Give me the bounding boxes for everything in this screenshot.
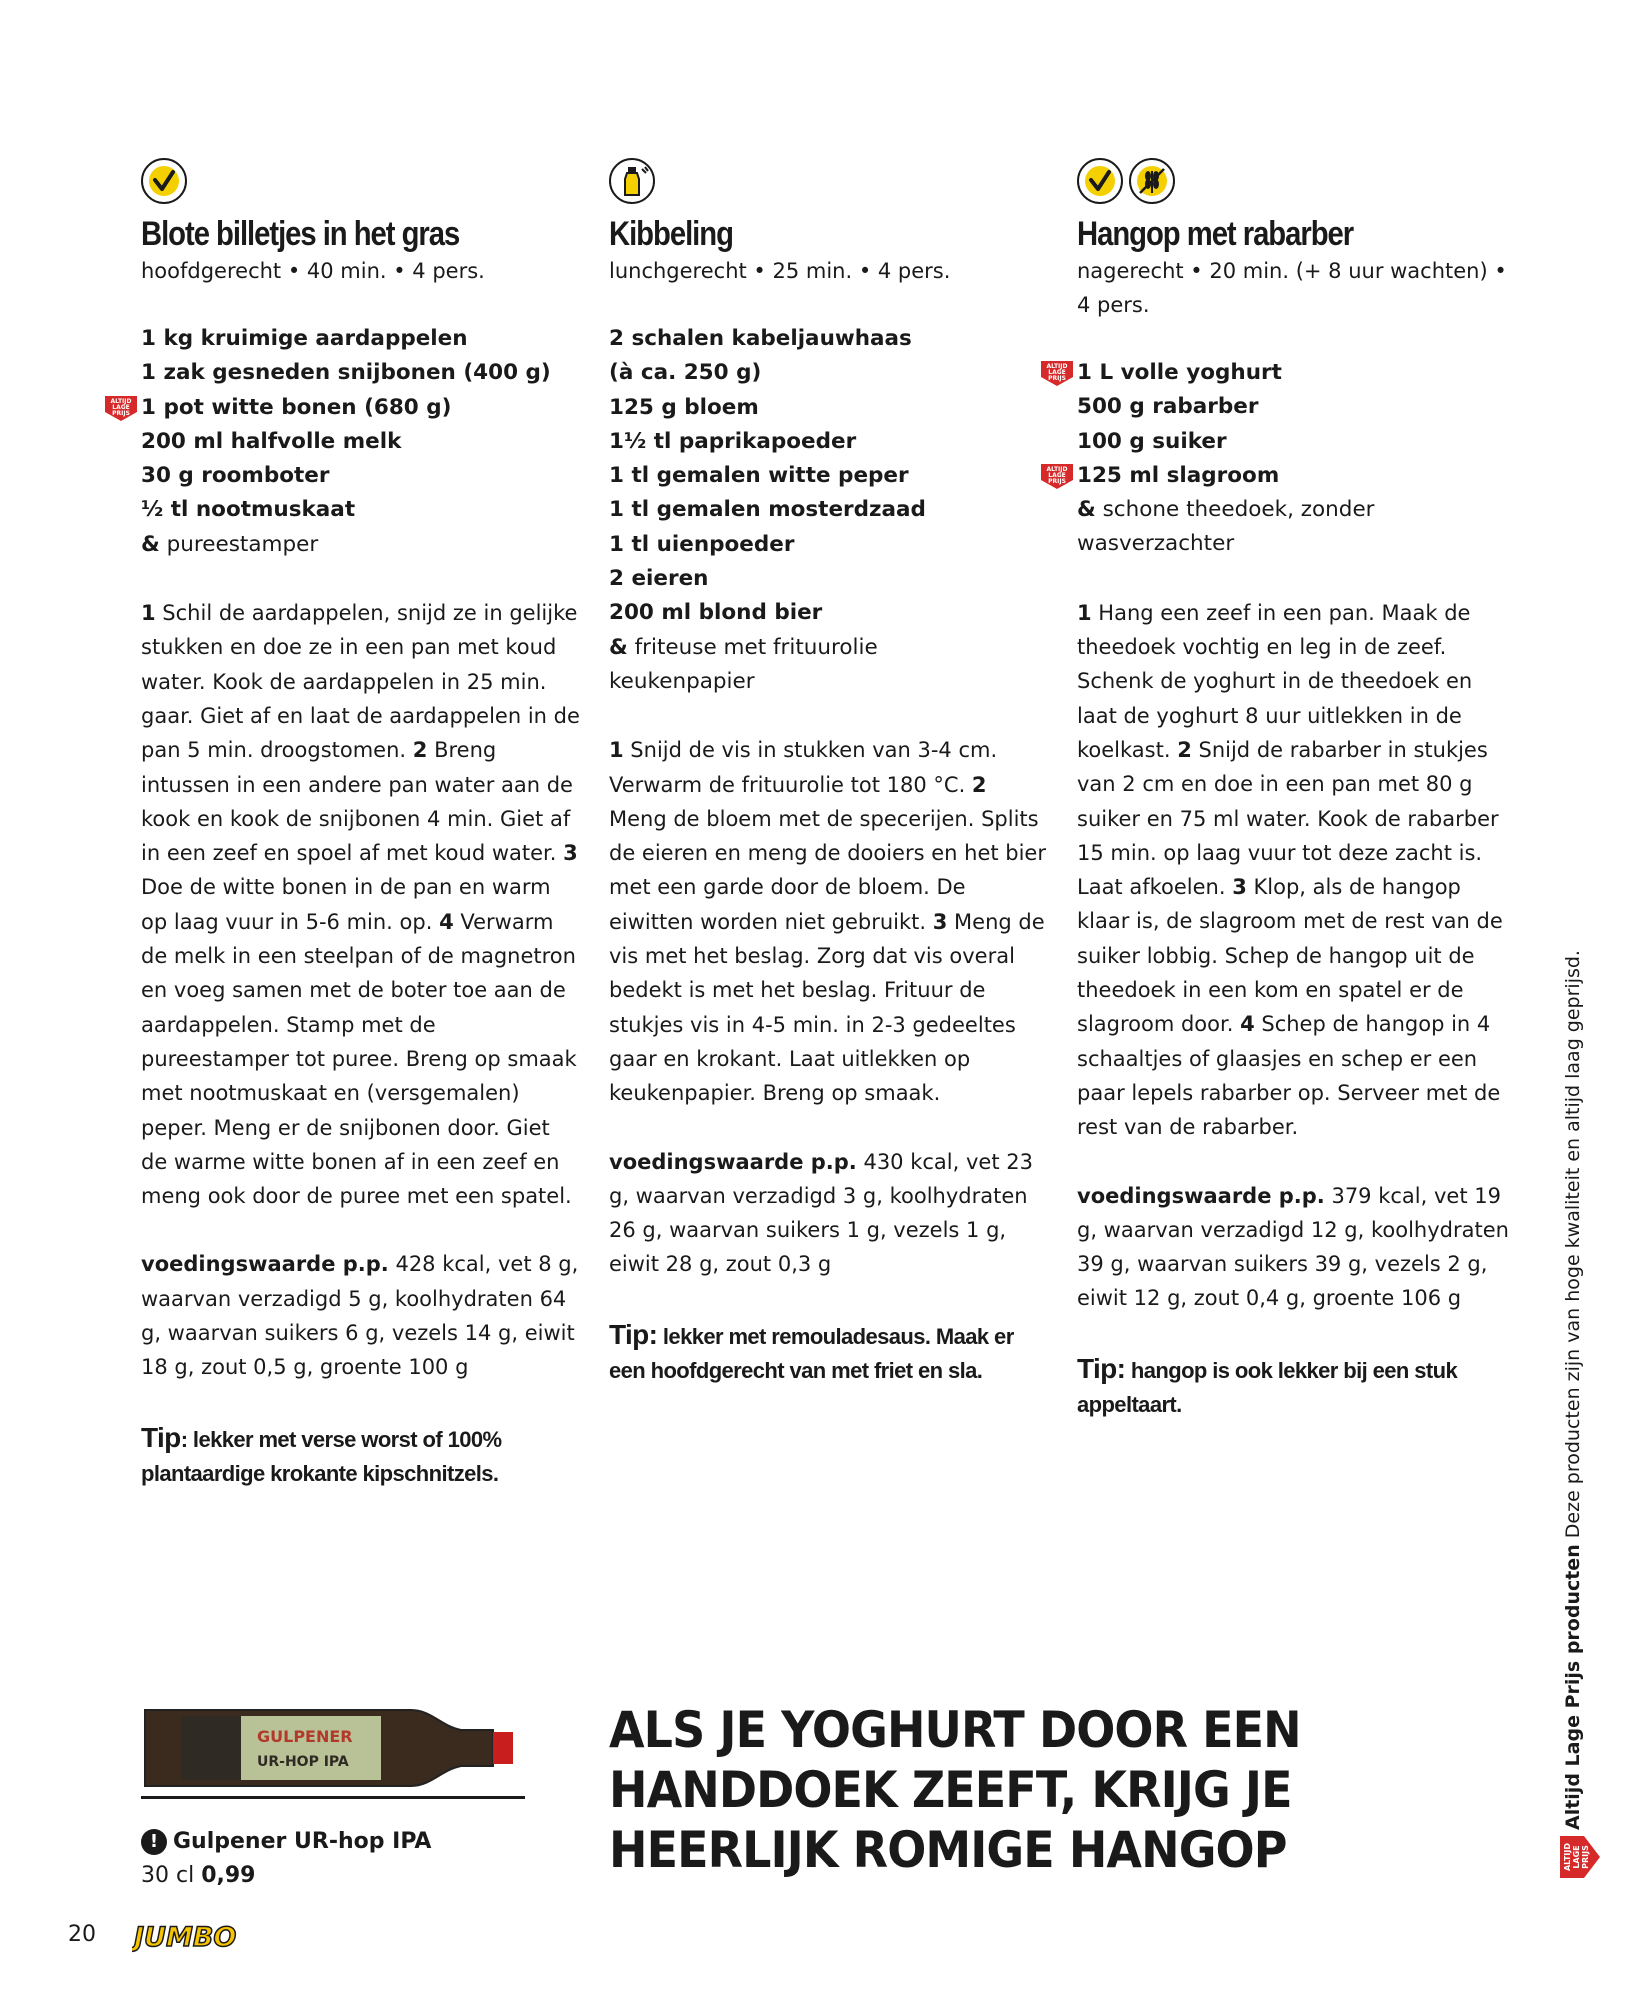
step-text: Snijd de rabarber in stukjes van 2 cm en doe in een pan met 80 g suiker en 75 ml water. Kook de rabarber 15 min. op laag vuur tot deze zacht is. Laat afkoelen.	[1077, 737, 1499, 900]
ingredient-item: 100 g suiker	[1077, 428, 1227, 454]
alp-text: PRIJS	[1048, 477, 1066, 485]
nutrition-label: voedingswaarde p.p.	[141, 1252, 389, 1277]
altijd-lage-prijs-icon	[1039, 462, 1075, 490]
feature-headline: ALS JE YOGHURT DOOR EEN HANDDOEK ZEEFT, KRIJG JE HEERLIJK ROMIGE HANGOP	[609, 1701, 1301, 1879]
step-number: 4	[439, 909, 454, 934]
recipe-title: Kibbeling	[609, 215, 733, 253]
alp-text: PRIJS	[1048, 375, 1066, 382]
product-price-row	[141, 1859, 521, 1893]
alp-text: LAGE	[112, 403, 130, 411]
alp-text: ALTIJD	[110, 397, 132, 405]
check-badge-icon	[1077, 158, 1123, 204]
step-number: 3	[1232, 875, 1247, 900]
step-text: Snijd de vis in stukken van 3-4 cm. Verwarm de frituurolie tot 180 °C.	[609, 738, 998, 797]
alp-text: LAGE	[1048, 471, 1066, 479]
nutrition-text: 430 kcal, vet 23 g, waarvan verzadigd 3 g, koolhydraten 26 g, waarvan suikers 1 g, vezels 1 g, eiwit 28 g, zout 0,3 g	[609, 1149, 1033, 1277]
step-number: 4	[1240, 1012, 1255, 1037]
ampersand: &	[609, 634, 628, 660]
step-text: Schil de aardappelen, snijd ze in gelijke stukken en doe ze in een pan met koud water. Kook de aardappelen in 25 min. gaar. Giet af en laat de aardappelen in de pan 5 min. droogstomen.	[141, 601, 580, 763]
recipe-icons	[141, 158, 581, 208]
product-name: Gulpener UR-hop IPA	[173, 1829, 432, 1854]
recipe-steps	[1077, 596, 1517, 1145]
jumbo-logo-text: JUMBO	[134, 1922, 237, 1953]
step-text: Schep de hangop in 4 schaaltjes of glaasjes en schep er een paar lepels rabarber op. Serveer met de rest van de rabarber.	[1077, 1012, 1501, 1140]
jumbo-logo	[132, 1918, 242, 1954]
recipe-column-2	[609, 158, 1049, 1388]
step-number: 2	[412, 738, 428, 763]
ingredient-list	[1046, 356, 1517, 562]
step-text: Klop, als de hangop klaar is, de slagroom met de rest van de suiker lobbig. Schep de hangop uit de theedoek in een kom en spatel er de slagroom door.	[1077, 875, 1503, 1037]
product-size: 30 cl	[141, 1863, 195, 1888]
ingredient-item: (à ca. 250 g)	[609, 360, 762, 386]
beer-bottle-icon	[609, 158, 655, 204]
side-note-text: Deze producten zijn van hoge kwaliteit en altijd laag geprijsd.	[1562, 950, 1584, 1545]
ingredient-item	[141, 528, 581, 562]
product-price: 0,99	[201, 1863, 256, 1888]
ingredient-text: friteuse met frituurolie	[634, 634, 878, 660]
nutrition-label: voedingswaarde p.p.	[1077, 1183, 1325, 1208]
tip-text: lekker met remouladesaus. Maak er een hoofdgerecht van met friet en sla.	[609, 1323, 1014, 1383]
step-number: 2	[1177, 737, 1192, 762]
ingredient-text: 1 pot witte bonen (680 g)	[141, 394, 452, 420]
recipe-tip	[609, 1318, 1049, 1388]
alp-text: PRIJS	[112, 409, 130, 417]
ingredient-item	[609, 631, 1049, 665]
ingredient-text: 1 L volle yoghurt	[1077, 360, 1282, 385]
ingredient-list	[609, 322, 1049, 699]
product-divider	[141, 1796, 525, 1799]
altijd-lage-prijs-icon	[103, 394, 139, 422]
step-text: Meng de bloem met de specerijen. Splits de eieren en meng de dooiers en het bier met een garde door de bloem. De eiwitten worden niet gebruikt.	[609, 806, 1046, 934]
product-block	[141, 1700, 521, 1893]
step-number: 3	[932, 909, 948, 934]
step-text: Hang een zeef in een pan. Maak de theedoek vochtig en leg in de zeef. Schenk de yoghurt in de theedoek en laat de yoghurt 8 uur uitlekken in de koelkast.	[1077, 600, 1473, 762]
bottle-sub-label: UR-HOP IPA	[257, 1754, 349, 1770]
step-number: 1	[1077, 600, 1092, 625]
ingredient-item: 1 tl uienpoeder	[609, 531, 795, 557]
page-number: 20	[68, 1922, 96, 1947]
ingredient-text: 125 ml slagroom	[1077, 462, 1280, 488]
side-note-title: Altijd Lage Prijs producten	[1562, 1544, 1584, 1830]
side-note	[1560, 930, 1586, 1830]
recipe-title: Blote billetjes in het gras	[141, 215, 460, 253]
ingredient-item: 2 schalen kabeljauwhaas	[609, 326, 912, 351]
recipe-column-1	[110, 158, 581, 1491]
alp-text: ALTIJD	[1046, 363, 1068, 370]
nutrition-text: 379 kcal, vet 19 g, waarvan verzadigd 12 g, koolhydraten 39 g, waarvan suikers 39 g, vezels 2 g, eiwit 12 g, zout 0,4 g, groente 106 g	[1077, 1183, 1509, 1311]
step-text: Verwarm de melk in een steelpan of de magnetron en voeg samen met de boter toe aan de aardappelen. Stamp met de pureestamper tot puree. Breng op smaak met nootmuskaat en (versgemalen) peper. Meng er de snijbonen door. Giet de warme witte bonen af in een zeef en meng ook door de puree met een spatel.	[141, 909, 577, 1209]
bottle-brand-label: GULPENER	[257, 1727, 353, 1746]
ingredient-text: schone theedoek, zonder	[1102, 497, 1375, 523]
wheat-icon	[1129, 158, 1175, 204]
ingredient-item: keukenpapier	[609, 668, 755, 694]
ingredient-item: 125 g bloem	[609, 394, 759, 420]
recipe-tip	[1077, 1352, 1517, 1422]
nutrition-text: 428 kcal, vet 8 g, waarvan verzadigd 5 g, koolhydraten 64 g, waarvan suikers 6 g, vezels 14 g, eiwit 18 g, zout 0,5 g, groente 100 g	[141, 1252, 579, 1380]
product-name-row	[141, 1825, 521, 1859]
ingredient-item: 500 g rabarber	[1077, 394, 1259, 420]
tip-text: hangop is ook lekker bij een stuk appeltaart.	[1077, 1357, 1458, 1417]
ingredient-item	[1046, 356, 1517, 390]
tip-label: Tip	[141, 1421, 181, 1453]
ampersand: &	[1077, 497, 1096, 523]
ingredient-item: 200 ml blond bier	[609, 600, 823, 626]
nutrition-label: voedingswaarde p.p.	[609, 1149, 857, 1174]
ingredient-item: wasverzachter	[1077, 531, 1235, 557]
recipe-title: Hangop met rabarber	[1077, 215, 1354, 253]
ingredient-item	[1077, 493, 1517, 527]
alp-text: PRIJS	[1581, 1845, 1590, 1869]
recipe-icons	[1077, 158, 1517, 208]
ingredient-text: pureestamper	[166, 531, 319, 557]
ingredient-item	[1046, 459, 1517, 493]
beer-bottle-image	[141, 1700, 521, 1796]
altijd-lage-prijs-icon	[1556, 1834, 1602, 1880]
check-badge-icon	[141, 158, 187, 204]
step-number: 1	[609, 738, 624, 763]
alp-text: LAGE	[1572, 1845, 1581, 1869]
ingredient-list	[110, 322, 581, 562]
tip-label: Tip:	[1077, 1352, 1126, 1384]
step-number: 2	[971, 772, 987, 797]
recipe-meta: lunchgerecht • 25 min. • 4 pers.	[609, 259, 951, 283]
step-number: 1	[141, 601, 156, 626]
ingredient-item: ½ tl nootmuskaat	[141, 497, 356, 523]
recipe-column-3	[1046, 158, 1517, 1422]
ingredient-item: 1½ tl paprikapoeder	[609, 428, 857, 454]
step-text: Breng intussen in een andere pan water aan de kook en kook de snijbonen 4 min. Giet af in een zeef en spoel af met koud water.	[141, 738, 573, 866]
tip-text: : lekker met verse worst of 100% plantaardige krokante kipschnitzels.	[141, 1426, 502, 1486]
ingredient-item	[110, 391, 581, 425]
recipe-meta: nagerecht • 20 min. (+ 8 uur wachten) • 4 pers.	[1077, 259, 1507, 317]
ingredient-item: 30 g roomboter	[141, 463, 330, 489]
recipe-tip	[141, 1421, 581, 1491]
nutrition-info	[609, 1145, 1049, 1282]
info-icon: !	[141, 1829, 167, 1855]
ingredient-item: 1 tl gemalen mosterdzaad	[609, 497, 926, 523]
recipe-meta: hoofdgerecht • 40 min. • 4 pers.	[141, 259, 485, 283]
nutrition-info	[1077, 1179, 1517, 1316]
step-text: Meng de vis met het beslag. Zorg dat vis overal bedekt is met het beslag. Frituur de stukjes vis in 4-5 min. in 2-3 gedeeltes gaar en krokant. Laat uitlekken op keukenpapier. Breng op smaak.	[609, 909, 1045, 1106]
ingredient-item: 1 zak gesneden snijbonen (400 g)	[141, 360, 551, 386]
alp-text: ALTIJD	[1563, 1842, 1572, 1872]
recipe-steps	[141, 596, 581, 1213]
step-number: 3	[563, 841, 578, 866]
ingredient-item: 2 eieren	[609, 566, 709, 592]
ingredient-item: 1 kg kruimige aardappelen	[141, 326, 468, 351]
ingredient-item: 1 tl gemalen witte peper	[609, 463, 909, 489]
alp-text: ALTIJD	[1046, 465, 1068, 473]
alp-text: LAGE	[1048, 369, 1066, 376]
ampersand: &	[141, 531, 160, 557]
ingredient-item: 200 ml halfvolle melk	[141, 428, 402, 454]
recipe-steps	[609, 733, 1049, 1110]
nutrition-info	[141, 1247, 581, 1384]
recipe-icons	[609, 158, 1049, 208]
step-text: Doe de witte bonen in de pan en warm op laag vuur in 5-6 min. op.	[141, 875, 551, 934]
tip-label: Tip:	[609, 1318, 658, 1350]
altijd-lage-prijs-icon	[1039, 359, 1075, 387]
